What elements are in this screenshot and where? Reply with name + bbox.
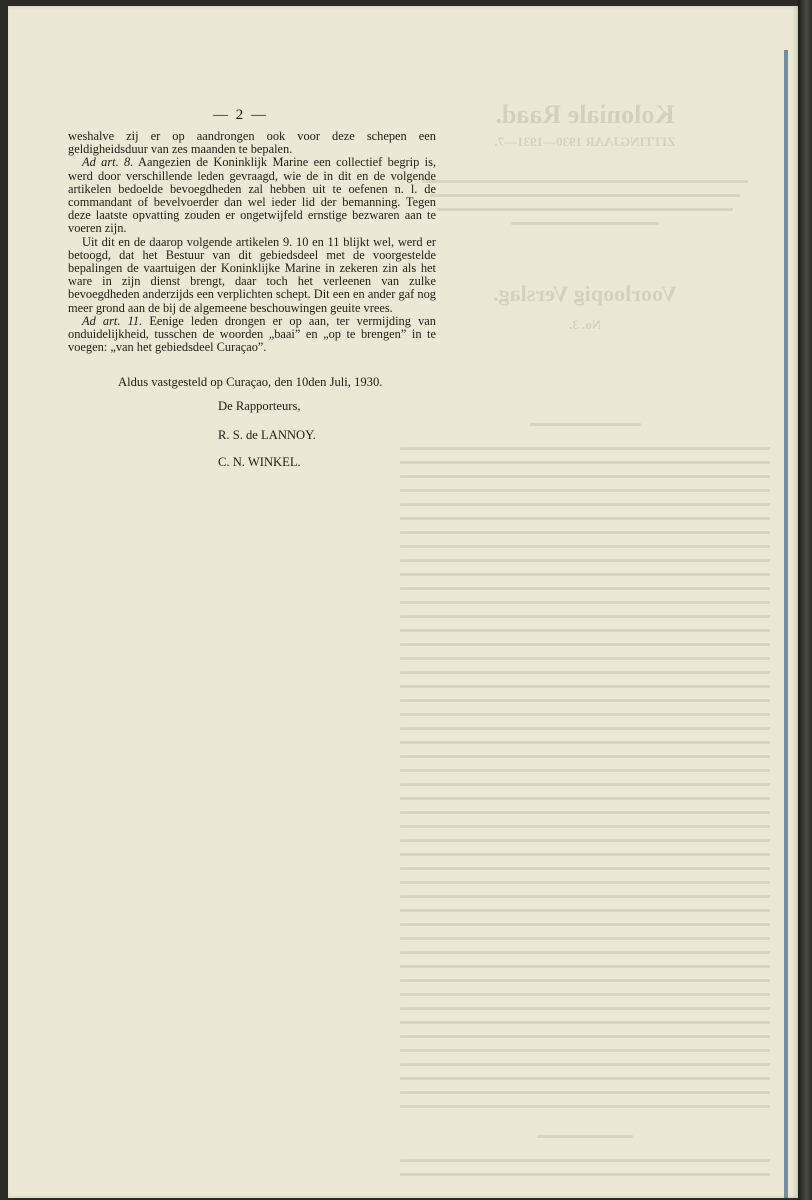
signatory-lannoy: R. S. de LANNOY. [218, 428, 316, 442]
body-text [68, 130, 436, 354]
paragraph-continuation [68, 130, 436, 156]
bleed-heading: Voorloopig Verslag. [493, 281, 677, 306]
binding-edge [798, 0, 812, 1200]
closing-statement: Aldus vastgesteld op Curaçao, den 10den Juli, 1930. [118, 375, 383, 389]
rapporteurs-label: De Rapporteurs, [218, 399, 301, 413]
bleed-subtitle: ZITTINGJAAR 1930—1931—7. [494, 134, 676, 149]
paragraph-text: Aangezien de Koninklijk Marine een collectief begrip is, werd door verschillende leden gevraagd, wie de in dit en de volgende artikelen bedoelde bevoegdheden zal hebben uit te oefenen n. l. de commandant of bevelvoerder dan wel ieder lid der bemanning. Tegen deze laatste opvatting zouden er ongetwijfeld ernstige bezwaren aan te voeren zijn. [68, 155, 436, 236]
article-reference: Ad art. 11. [82, 313, 143, 328]
paragraph-articles-9-11 [68, 236, 436, 315]
signatory-winkel: C. N. WINKEL. [218, 455, 301, 469]
page-edge-stain [784, 50, 788, 1198]
bleed-number: No. 3. [568, 317, 602, 332]
paragraph-art-11 [68, 315, 436, 355]
paragraph-text: Eenige leden drongen er op aan, ter vermijding van onduidelijkheid, tusschen de woorden „baai” en „op te brengen” in te voegen: „van het gebiedsdeel Curaçao”. [68, 313, 436, 355]
page-number: — 2 — [213, 107, 268, 123]
bleed-title: Koloniale Raad. [495, 100, 675, 129]
document-page [8, 6, 798, 1198]
body-column [68, 130, 436, 354]
article-reference: Ad art. 8. [82, 155, 134, 170]
bleed-through-reverse-page [400, 86, 770, 1186]
paragraph-art-8 [68, 156, 436, 235]
paragraph-text: weshalve zij er op aandrongen ook voor deze schepen een geldigheidsduur van zes maanden te bepalen. [68, 129, 436, 157]
paragraph-text: Uit dit en de daarop volgende artikelen 9. 10 en 11 blijkt wel, werd er betoogd, dat het Bestuur van dit gebiedsdeel met de voorgestelde bepalingen de vaartuigen der Koninklijke Marine in zekeren zin als het ware in zijn dienst brengt, daar toch het verleenen van zulke bevoegdheden anderzijds een verplichten schept. Dit een en ander gaf nog meer grond aan de bij de algemeene beschouwingen geuite vrees. [68, 234, 436, 315]
